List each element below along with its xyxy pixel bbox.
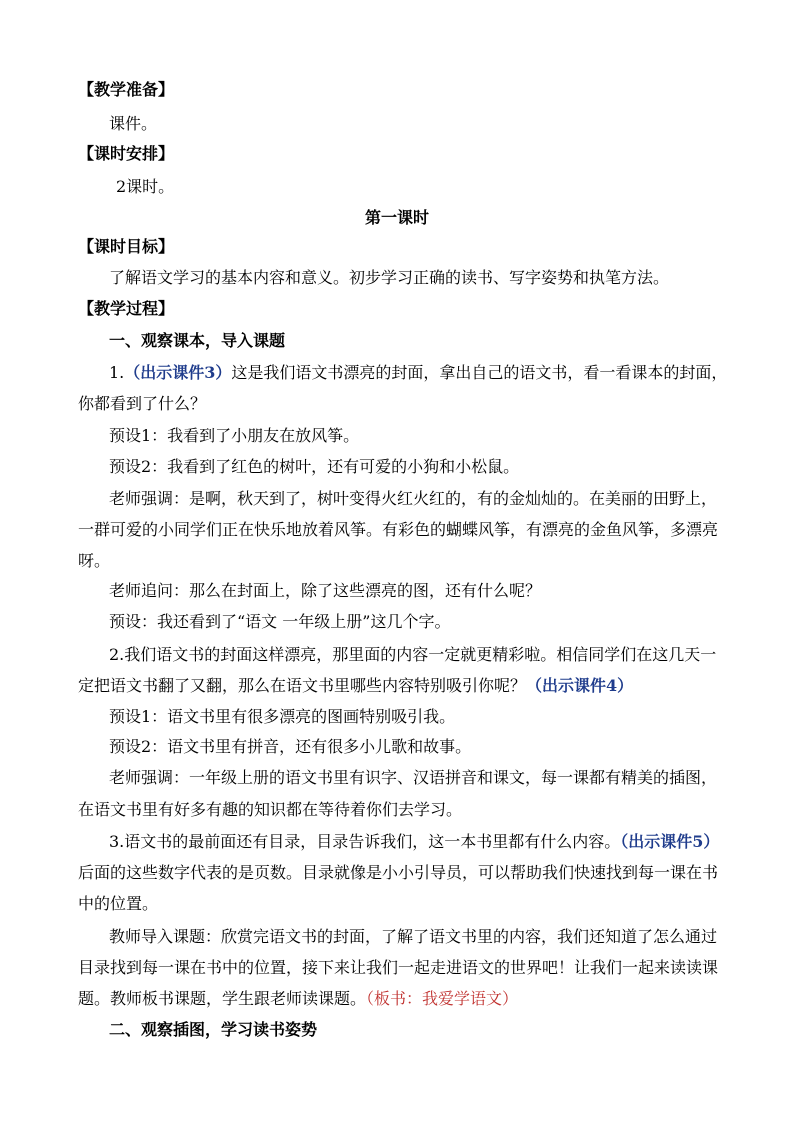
preset-2: 预设2：我看到了红色的树叶，还有可爱的小狗和小松鼠。 <box>109 457 520 476</box>
courseware-tag-4: （出示课件4） <box>526 676 634 695</box>
goal-heading: 【课时目标】 <box>78 237 175 256</box>
section-2-heading: 二、观察插图，学习读书姿势 <box>109 1020 318 1039</box>
schedule-heading: 【课时安排】 <box>78 144 175 163</box>
preset-5: 预设2：语文书里有拼音，还有很多小儿歌和故事。 <box>109 737 472 756</box>
paragraph-3-line-3: 中的位置。 <box>78 894 159 913</box>
prep-content: 课件。 <box>109 114 158 133</box>
stress-1-line-1: 老师强调：是啊，秋天到了，树叶变得火红火红的，有的金灿灿的。在美丽的田野上， <box>109 489 718 508</box>
preset-1: 预设1：我看到了小朋友在放风筝。 <box>109 426 360 445</box>
intro-line-3 <box>0 989 794 1009</box>
paragraph-1-line-2: 你都看到了什么？ <box>78 394 207 413</box>
preset-4: 预设1：语文书里有很多漂亮的图画特别吸引我。 <box>109 707 456 726</box>
section-1-heading: 一、观察课本，导入课题 <box>109 331 286 350</box>
intro-text: 题。教师板书课题，学生跟老师读课题。 <box>78 989 367 1008</box>
courseware-tag-3: （出示课件3） <box>124 363 232 382</box>
paragraph-1-line-1 <box>0 363 794 383</box>
lesson-title: 第一课时 <box>364 208 429 227</box>
process-heading: 【教学过程】 <box>78 299 175 318</box>
paragraph-2-line-1: 2.我们语文书的封面这样漂亮，那里面的内容一定就更精彩啦。相信同学们在这几天一 <box>109 645 717 664</box>
preset-3: 预设：我还看到了“语文 一年级上册”这几个字。 <box>109 612 451 631</box>
teacher-question: 老师追问：那么在封面上，除了这些漂亮的图，还有什么呢？ <box>109 581 542 600</box>
paragraph-2-text: 定把语文书翻了又翻，那么在语文书里哪些内容特别吸引你呢？ <box>78 676 527 695</box>
paragraph-3-line-2: 后面的这些数字代表的是页数。目录就像是小小引导员，可以帮助我们快速找到每一课在书 <box>78 863 719 882</box>
paragraph-2-line-2 <box>0 676 794 696</box>
stress-1-line-3: 呀。 <box>78 551 111 570</box>
courseware-tag-5: （出示课件5） <box>620 832 720 851</box>
goal-text: 了解语文学习的基本内容和意义。初步学习正确的读书、写字姿势和执笔方法。 <box>109 268 670 287</box>
stress-2-line-2: 在语文书里有好多有趣的知识都在等待着你们去学习。 <box>78 800 463 819</box>
paragraph-3-line-1 <box>0 832 794 852</box>
intro-line-2: 目录找到每一课在书中的位置，接下来让我们一起走进语文的世界吧！让我们一起来读读课 <box>78 958 719 977</box>
paragraph-1-number: 1. <box>109 363 125 382</box>
paragraph-1-text: 这是我们语文书漂亮的封面，拿出自己的语文书，看一看课本的封面， <box>231 363 728 382</box>
blackboard-note: （板书：我爱学语文） <box>366 989 519 1008</box>
paragraph-3-text: 3.语文书的最前面还有目录，目录告诉我们，这一本书里都有什么内容。 <box>109 832 621 851</box>
stress-1-line-2: 一群可爱的小同学们正在快乐地放着风筝。有彩色的蝴蝶风筝，有漂亮的金鱼风筝，多漂亮 <box>78 520 719 539</box>
prep-heading: 【教学准备】 <box>78 80 175 99</box>
intro-line-1: 教师导入课题：欣赏完语文书的封面，了解了语文书里的内容，我们还知道了怎么通过 <box>109 927 718 946</box>
stress-2-line-1: 老师强调：一年级上册的语文书里有识字、汉语拼音和课文，每一课都有精美的插图， <box>109 768 718 787</box>
schedule-content: 2课时。 <box>116 177 175 196</box>
